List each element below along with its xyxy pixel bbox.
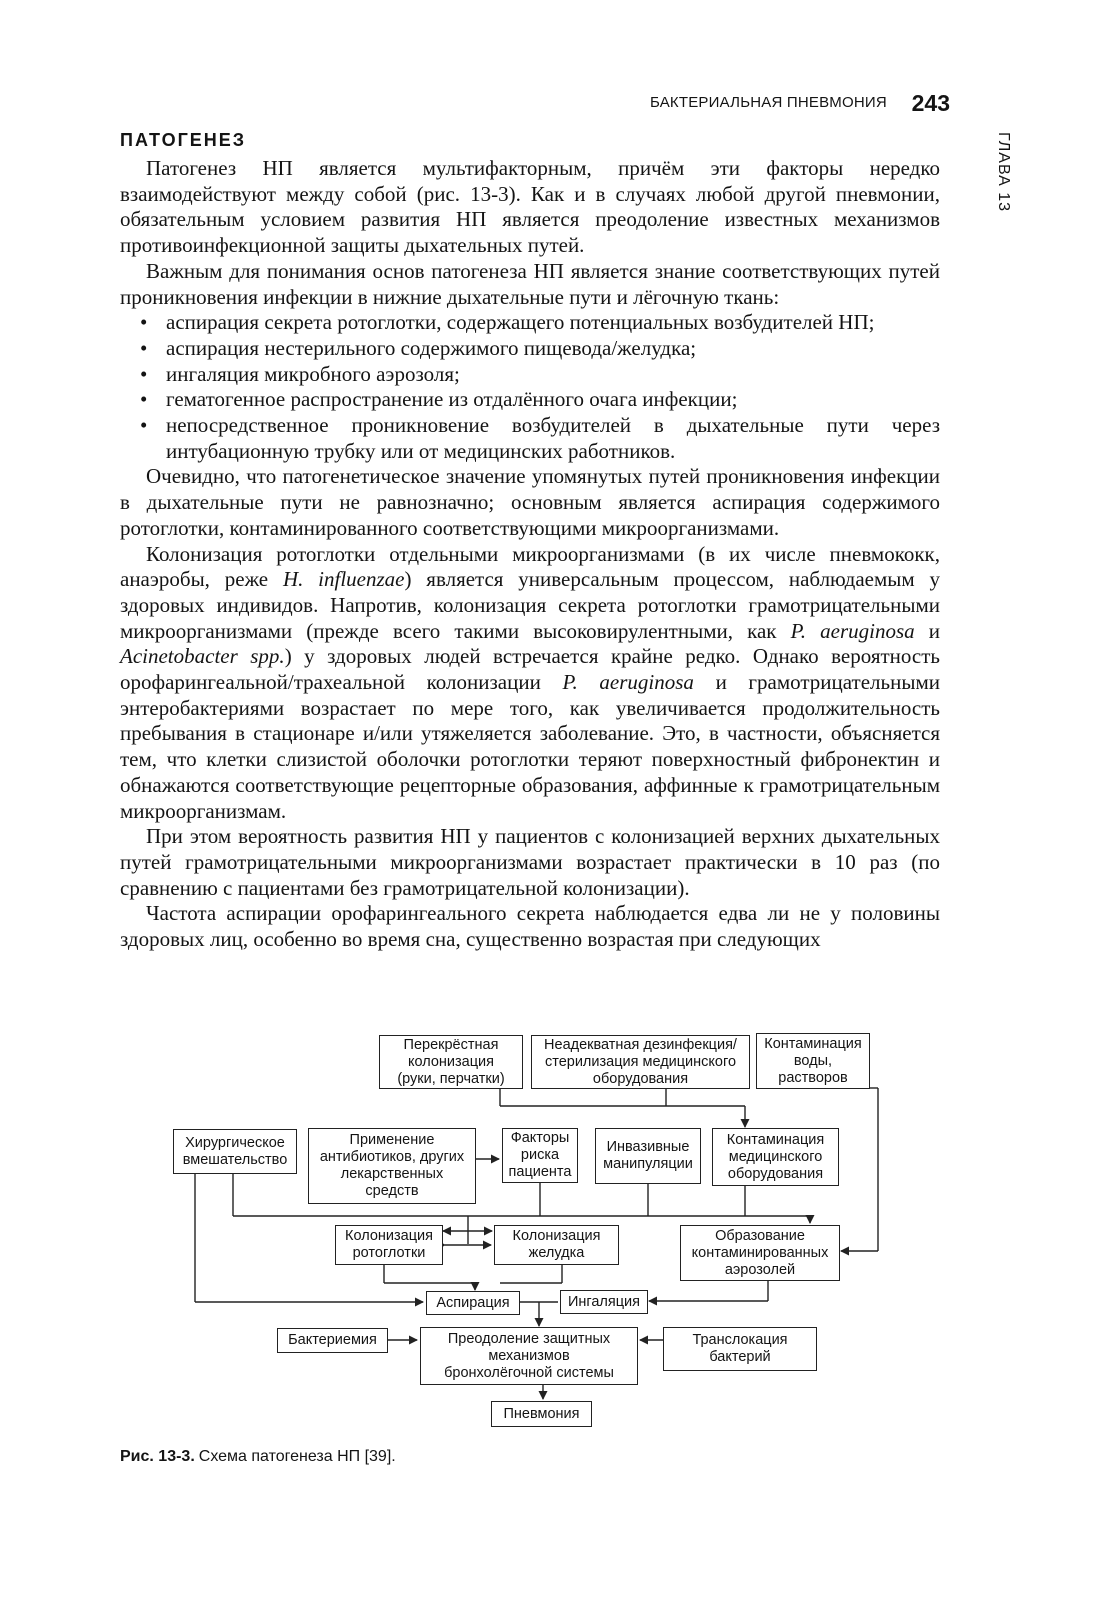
- text-run: и: [914, 618, 941, 643]
- pathogenesis-diagram: [170, 1030, 890, 1430]
- bullet-item: • ингаляция микробного аэрозоля;: [120, 362, 940, 388]
- box-stomach-colonization: Колонизация желудка: [494, 1225, 619, 1265]
- box-antibiotics: Применение антибиотиков, других лекарственных средств: [308, 1128, 476, 1204]
- box-pneumonia: Пневмония: [491, 1401, 592, 1427]
- text-run: и грамотрицательными энтеробактериями возрастает по мере того, как увеличивается продолжительность пребывания в стационаре и/или утяжеляется заболевание. Это, в частности, объясняется тем, что клетки слизистой оболочки ротоглотки теряют поверхностный фибронектин и обнажаются соответствующие рецепторные образования, аффинные к грамотрицательным микроорганизмам.: [120, 670, 940, 823]
- box-surgery: Хирургическое вмешательство: [173, 1129, 297, 1174]
- page-number: 243: [911, 90, 950, 116]
- box-aspiration: Аспирация: [426, 1291, 520, 1315]
- chapter-tab: ГЛАВА 13: [995, 132, 1012, 212]
- species-name: P. aeruginosa: [790, 618, 915, 643]
- box-patient-risk: Факторы риска пациента: [502, 1128, 578, 1183]
- body-text: [120, 156, 940, 953]
- box-inadequate-disinfection: Неадекватная дезинфекция/ стерилизация медицинского оборудования: [531, 1035, 750, 1089]
- box-invasive-procedures: Инвазивные манипуляции: [595, 1128, 701, 1184]
- text-run: ) является универсальным процессом, наблюдаемым у здоровых индивидов. Напротив, колонизация секрета ротоглотки грамотрицательными микроорганизмами (прежде всего такими высоковирулентными, как: [120, 567, 941, 643]
- paragraph: Важным для понимания основ патогенеза НП является знание соответствующих путей проникновения инфекции в нижние дыхательные пути и лёгочную ткань:: [120, 258, 940, 309]
- bullet-list: [120, 310, 940, 464]
- section-heading: ПАТОГЕНЕЗ: [120, 130, 247, 150]
- box-water-contamination: Контаминация воды, растворов: [756, 1033, 870, 1089]
- paragraph: При этом вероятность развития НП у пациентов с колонизацией верхних дыхательных путей грамотрицательными микроорганизмами возрастает практически в 10 раз (по сравнению с пациентами без грамотрицательной колонизации).: [120, 824, 940, 900]
- box-equipment-contamination: Контаминация медицинского оборудования: [712, 1128, 839, 1186]
- species-name: H. influenzae: [282, 567, 405, 592]
- caption-text: Схема патогенеза НП [39].: [198, 1448, 396, 1465]
- text-run: Колонизация ротоглотки отдельными микроорганизмами (в их числе пневмококк, анаэробы, реже: [120, 541, 940, 592]
- figure-caption: [120, 1448, 396, 1466]
- paragraph: [120, 542, 940, 825]
- species-name: Acinetobacter spp.: [120, 644, 285, 669]
- running-title: БАКТЕРИАЛЬНАЯ ПНЕВМОНИЯ: [650, 94, 887, 111]
- bullet-item: • непосредственное проникновение возбудителей в дыхательные пути через интубационную трубку или от медицинских работников.: [120, 413, 940, 464]
- box-translocation: Транслокация бактерий: [663, 1327, 817, 1371]
- box-bacteremia: Бактериемия: [277, 1328, 388, 1353]
- box-inhalation: Ингаляция: [560, 1290, 648, 1314]
- bullet-item: • гематогенное распространение из отдалённого очага инфекции;: [120, 387, 940, 413]
- paragraph: Очевидно, что патогенетическое значение упомянутых путей проникновения инфекции в дыхательные пути не равнозначно; основным является аспирация содержимого ротоглотки, контаминированного соответствующими микроорганизмами.: [120, 464, 940, 540]
- paragraph: Частота аспирации орофарингеального секрета наблюдается едва ли не у половины здоровых лиц, особенно во время сна, существенно возрастая при следующих: [120, 901, 940, 952]
- bullet-item: • аспирация секрета ротоглотки, содержащего потенциальных возбудителей НП;: [120, 310, 940, 336]
- box-defense-breakdown: Преодоление защитных механизмов бронхолёгочной системы: [420, 1327, 638, 1385]
- running-head: [650, 90, 950, 120]
- box-aerosols: Образование контаминированных аэрозолей: [680, 1225, 840, 1281]
- text-run: ) у здоровых людей встречается крайне редко. Однако вероятность орофарингеальной/трахеальной колонизации: [120, 644, 940, 695]
- caption-label: Рис. 13-3.: [120, 1448, 195, 1465]
- box-cross-colonization: Перекрёстная колонизация (руки, перчатки): [379, 1035, 523, 1089]
- box-oropharynx-colonization: Колонизация ротоглотки: [335, 1225, 443, 1265]
- bullet-item: • аспирация нестерильного содержимого пищевода/желудка;: [120, 336, 940, 362]
- paragraph: Патогенез НП является мультифакторным, причём эти факторы нередко взаимодействуют между собой (рис. 13-3). Как и в случаях любой другой пневмонии, обязательным условием развития НП является преодоление известных механизмов противоинфекционной защиты дыхательных путей.: [120, 156, 940, 258]
- species-name: P. aeruginosa: [562, 670, 694, 695]
